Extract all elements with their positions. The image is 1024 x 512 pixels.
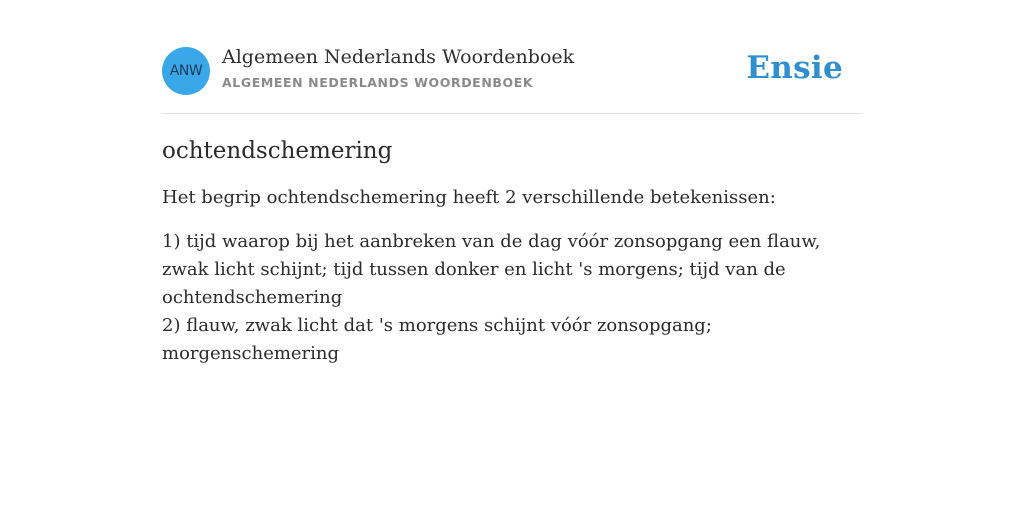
ensie-brand-logo[interactable]: Ensie xyxy=(746,50,843,86)
meanings-list xyxy=(162,228,862,368)
headword: ochtendschemering xyxy=(162,138,393,164)
meaning-item-1: 1) tijd waarop bij het aanbreken van de dag vóór zonsopgang een flauw, zwak licht schijnt; tijd tussen donker en licht 's morgens; tijd van de ochtendschemering xyxy=(162,231,821,308)
intro-text: Het begrip ochtendschemering heeft 2 verschillende betekenissen: xyxy=(162,187,776,208)
entry-card xyxy=(162,40,862,368)
anw-logo[interactable]: ANW xyxy=(162,47,210,95)
source-header xyxy=(162,40,862,114)
source-subtitle: ALGEMEEN NEDERLANDS WOORDENBOEK xyxy=(222,75,534,90)
meaning-item-2: 2) flauw, zwak licht dat 's morgens schijnt vóór zonsopgang; morgenschemering xyxy=(162,315,712,364)
source-title[interactable]: Algemeen Nederlands Woordenboek xyxy=(222,46,575,68)
